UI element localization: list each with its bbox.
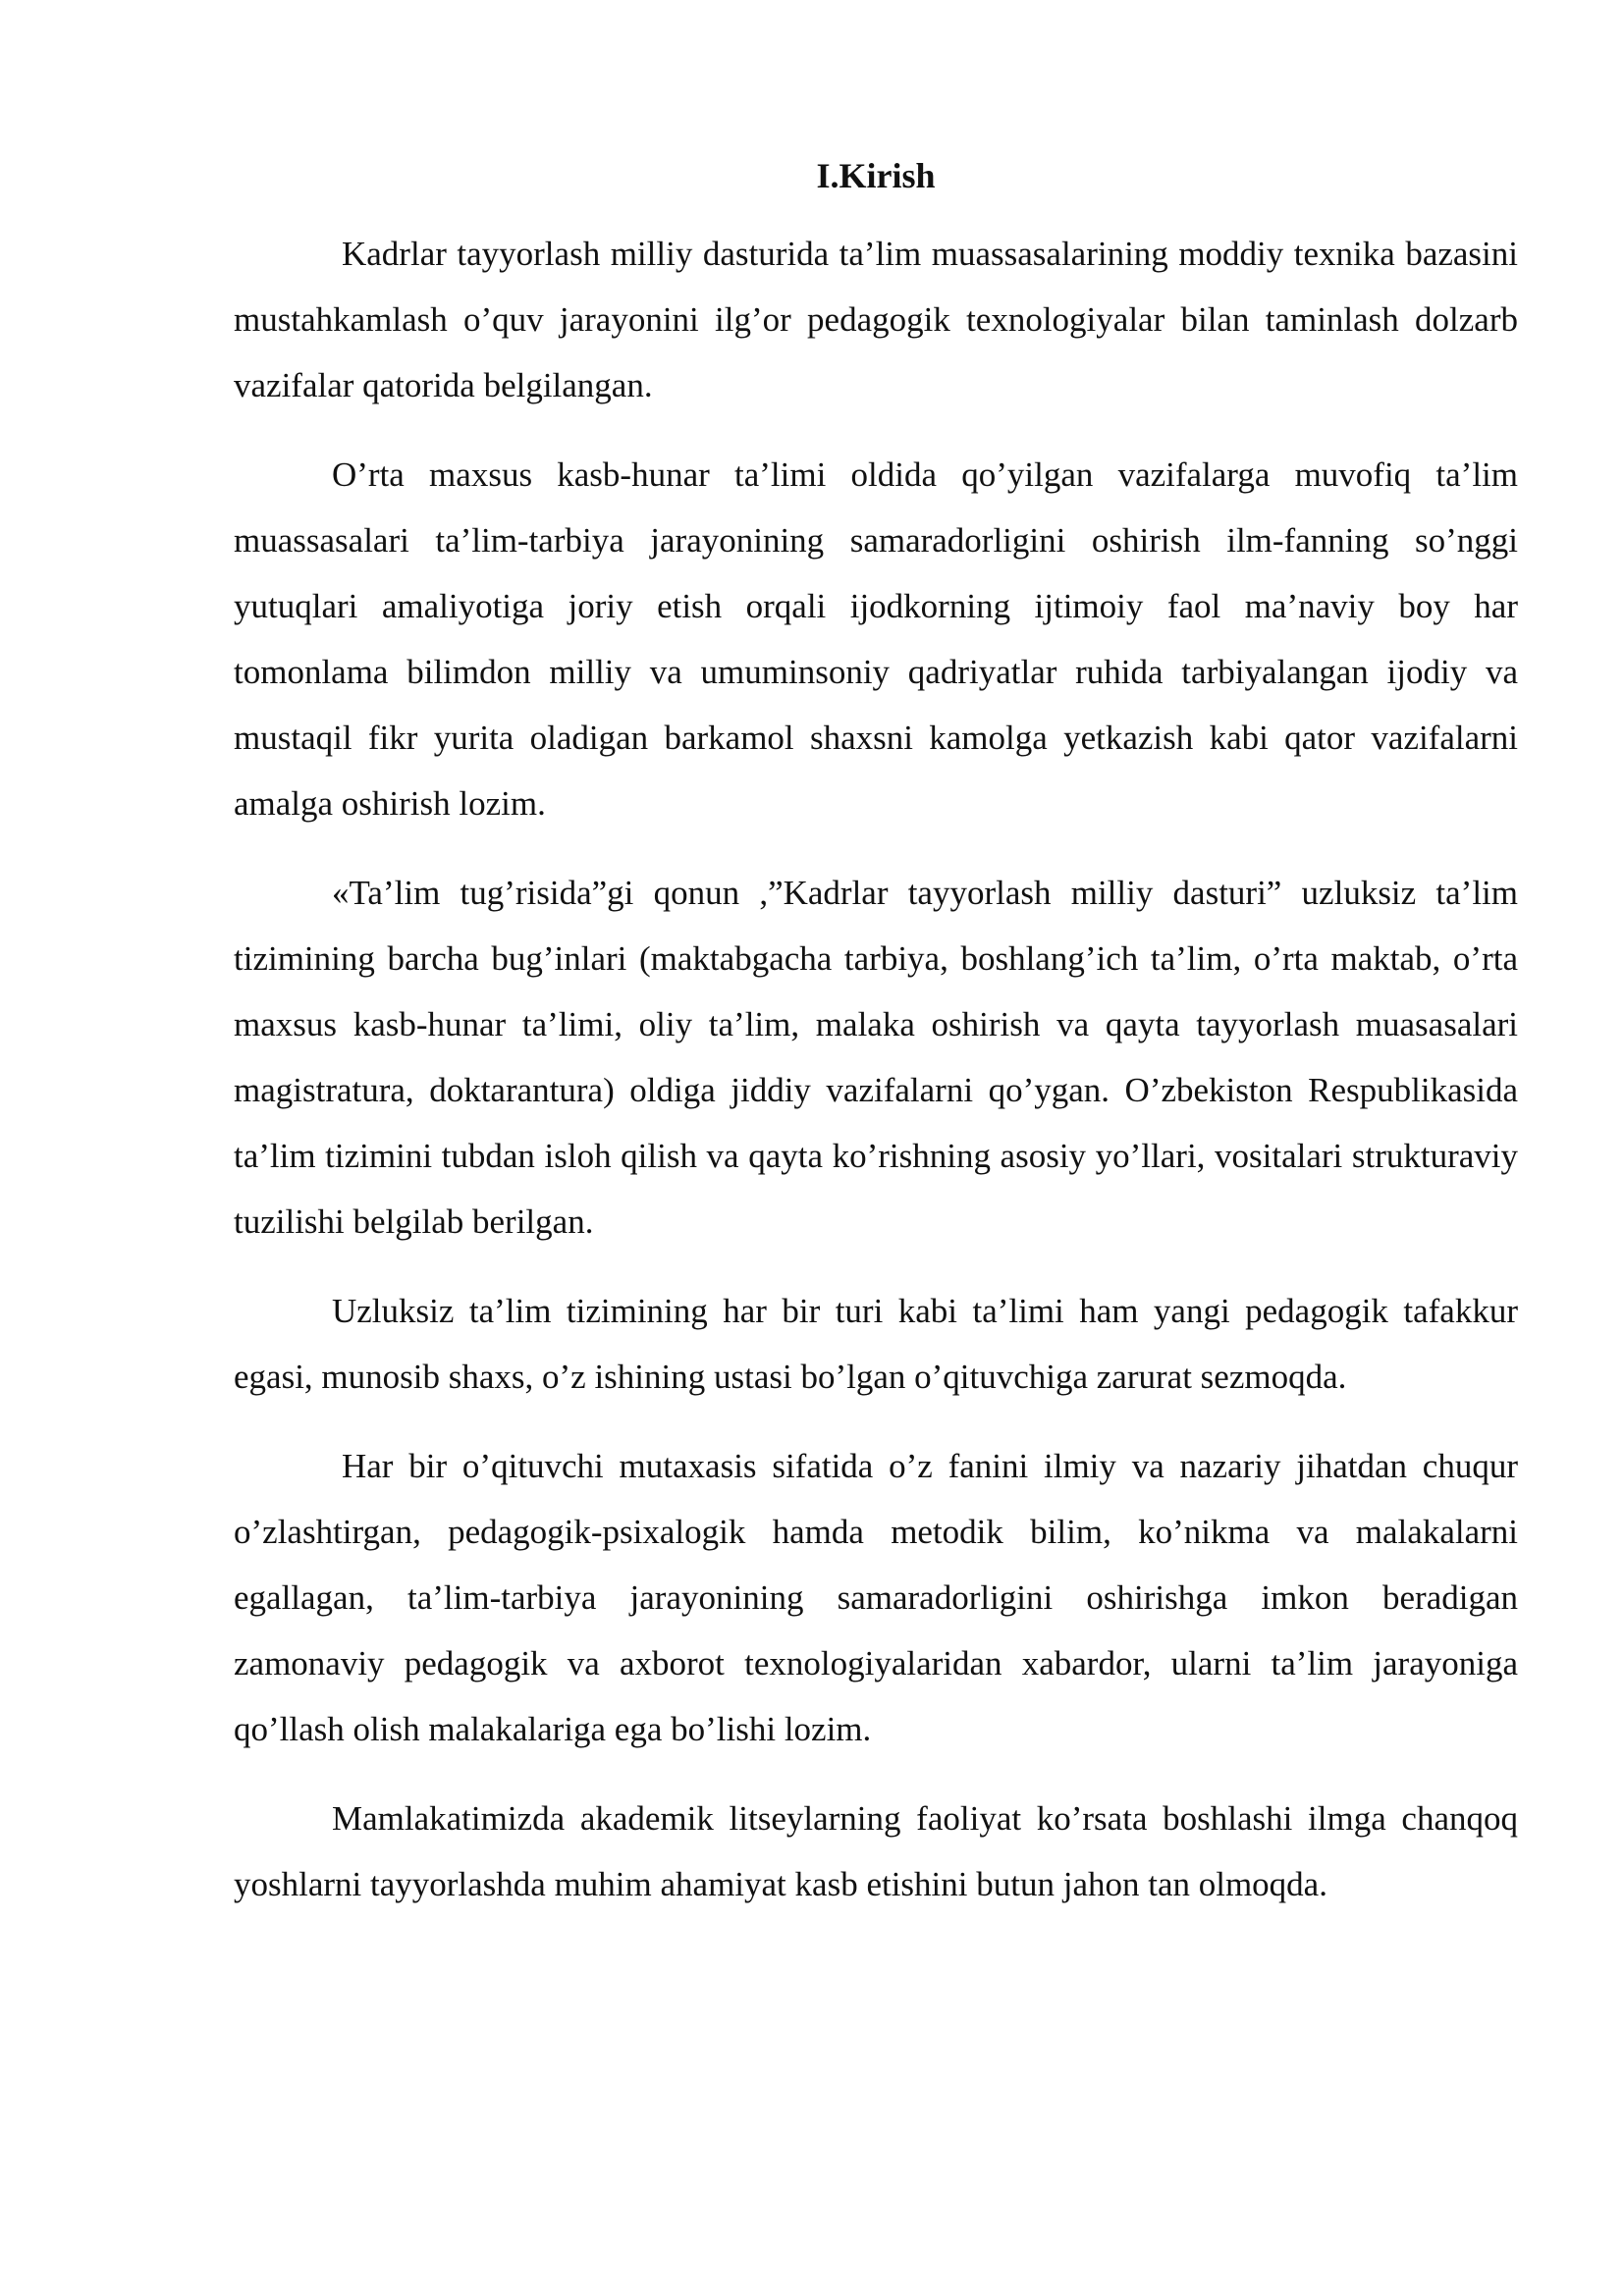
document-body [234,152,1518,1941]
paragraph-2: O’rta maxsus kasb-hunar ta’limi oldida qo’yilgan vazifalarga muvofiq ta’lim muassasalari ta’lim-tarbiya jarayonining samaradorligini oshirish ilm-fanning so’nggi yutuqlari amaliyotiga joriy etish orqali ijodkorning ijtimoiy faol ma’naviy boy har tomonlama bilimdon milliy va umuminsoniy qadriyatlar ruhida tarbiyalangan ijodiy va mustaqil fikr yurita oladigan barkamol shaxsni kamolga yetkazish kabi qator vazifalarni amalga oshirish lozim. [234,455,1518,823]
paragraph-5: Har bir o’qituvchi mutaxasis sifatida o’z fanini ilmiy va nazariy jihatdan chuqur o’zlashtirgan, pedagogik-psixalogik hamda metodik bilim, ko’nikma va malakalarni egallagan, ta’lim-tarbiya jarayonining samaradorligini oshirishga imkon beradigan zamonaviy pedagogik va axborot texnologiyalaridan xabardor, ularni ta’lim jarayoniga qo’llash olish malakalariga ega bo’lishi lozim. [234,1447,1518,1748]
paragraph-6: Mamlakatimizda akademik litseylarning faoliyat ko’rsata boshlashi ilmga chanqoq yoshlarni tayyorlashda muhim ahamiyat kasb etishini butun jahon tan olmoqda. [234,1799,1518,1903]
page-title: I.Kirish [816,156,936,195]
paragraph-1: Kadrlar tayyorlash milliy dasturida ta’lim muassasalarining moddiy texnika bazasini mustahkamlash o’quv jarayonini ilg’or pedagogik texnologiyalar bilan taminlash dolzarb vazifalar qatorida belgilangan. [234,235,1518,404]
paragraph-3: «Ta’lim tug’risida”gi qonun ,”Kadrlar tayyorlash milliy dasturi” uzluksiz ta’lim tizimining barcha bug’inlari (maktabgacha tarbiya, boshlang’ich ta’lim, o’rta maktab, o’rta maxsus kasb-hunar ta’limi, oliy ta’lim, malaka oshirish va qayta tayyorlash muasasalari magistratura, doktarantura) oldiga jiddiy vazifalarni qo’ygan. O’zbekiston Respublikasida ta’lim tizimini tubdan isloh qilish va qayta ko’rishning asosiy yo’llari, vositalari strukturaviy tuzilishi belgilab berilgan. [234,874,1518,1241]
paragraph-4: Uzluksiz ta’lim tizimining har bir turi kabi ta’limi ham yangi pedagogik tafakkur egasi, munosib shaxs, o’z ishining ustasi bo’lgan o’qituvchiga zarurat sezmoqda. [234,1292,1518,1396]
